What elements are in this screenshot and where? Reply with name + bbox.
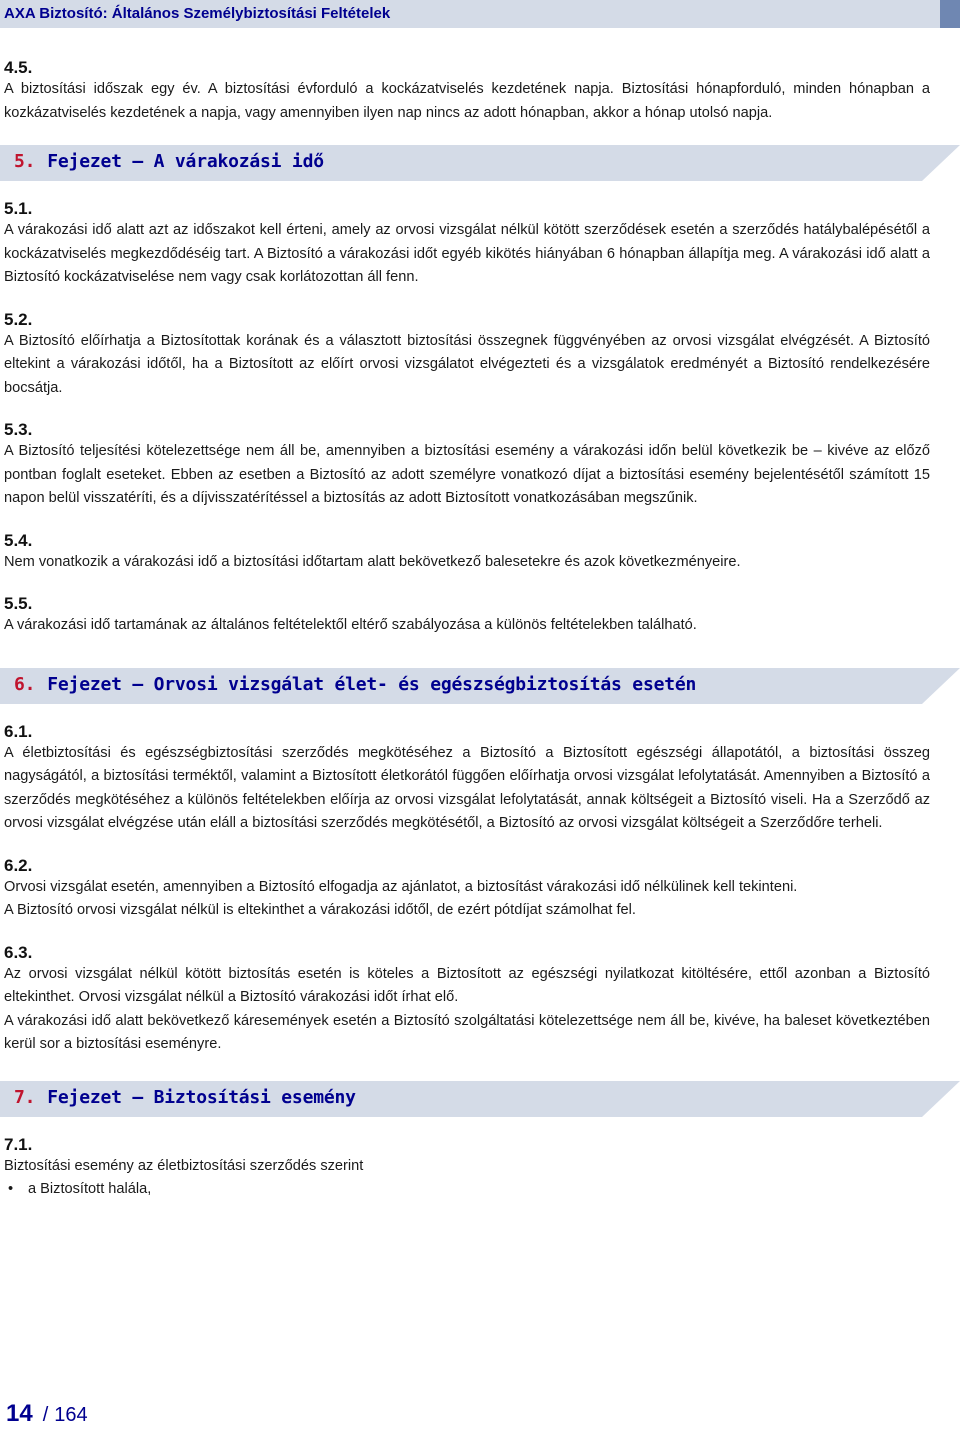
header-brand: AXA Biztosító:	[4, 5, 112, 22]
section-text-1: Orvosi vizsgálat esetén, amennyiben a Biztosító elfogadja az ajánlatot, a biztosítást várakozási idő nélkülinek kell tekinteni.	[4, 878, 798, 895]
page-header	[0, 0, 960, 28]
section-text: A életbiztosítási és egészségbiztosítási szerződés megkötéséhez a Biztosító a Biztosított egészségi állapotától, a biztosítási összeg nagyságától, a biztosítási terméktől, valamint a Biztosított életkorától függően előírhatja orvosi vizsgálat lefolytatását. Amennyiben a Biztosító a szerződés megkötéséhez a különös feltételekben előírja az orvosi vizsgálat lefolytatását, annak költségeit a Biztosító viseli. Ha a Szerződő az orvosi vizsgálat elvégzése után eláll a biztosítási szerződés megkötésétől, a Biztosító az orvosi vizsgálat költségeit a Szerződőre terheli.	[4, 744, 930, 831]
section-number: 5.5.	[4, 594, 33, 613]
section-number: 6.3.	[4, 942, 33, 962]
section-text: A Biztosító teljesítési kötelezettsége nem áll be, amennyiben a biztosítási esemény a várakozási időn belül következik be – kivéve az előző pontban foglalt eseteket. Ebben az esetben a Biztosító az adott személyre vonatkozó díjat a biztosítási esemény bejelentésétől számított 15 napon belül visszatéríti, és a díjvisszatérítéssel a biztosítás az adott Biztosított vonatkozásában megszűnik.	[4, 443, 930, 506]
section-number: 5.1.	[4, 199, 33, 218]
bullet-icon: •	[8, 1181, 14, 1197]
chapter-5-heading	[0, 145, 960, 181]
section-6-1	[4, 722, 930, 836]
document-body	[4, 58, 930, 1222]
chapter-6-heading	[0, 668, 960, 704]
chapter-name: Fejezet – Orvosi vizsgálat élet- és egészségbiztosítás esetén	[47, 673, 697, 695]
section-number: 5.2.	[4, 309, 33, 329]
chapter-title	[14, 151, 324, 172]
section-7-1	[4, 1135, 930, 1202]
page-footer	[6, 1400, 88, 1428]
section-text: Nem vonatkozik a várakozási idő a biztosítási időtartam alatt bekövetkező balesetekre és azok következményeire.	[4, 553, 741, 570]
section-text: Biztosítási esemény az életbiztosítási szerződés szerint	[4, 1157, 364, 1174]
section-5-2	[4, 310, 930, 401]
chapter-7-heading	[0, 1081, 960, 1117]
section-number: 6.2.	[4, 855, 33, 875]
section-number: 4.5.	[4, 58, 33, 77]
section-5-3	[4, 420, 930, 511]
header-title	[4, 5, 390, 22]
list-item	[4, 1178, 930, 1202]
section-5-4	[4, 531, 930, 575]
list-item-text: a Biztosított halála,	[28, 1181, 152, 1197]
section-4-5	[4, 58, 930, 125]
section-5-1	[4, 199, 930, 290]
section-6-3	[4, 943, 930, 1057]
chapter-name: Fejezet – A várakozási idő	[47, 151, 324, 172]
page-number: 14	[6, 1400, 33, 1427]
section-text-2: A várakozási idő alatt bekövetkező káresemények esetén a Biztosító szolgáltatási kötelezettsége nem áll be, kivéve, ha baleset következtében kerül sor a biztosítási eseményre.	[4, 1012, 930, 1052]
section-number: 7.1.	[4, 1134, 33, 1154]
section-number: 6.1.	[4, 721, 33, 741]
chapter-number: 7.	[14, 1086, 36, 1108]
chapter-number: 6.	[14, 673, 36, 695]
section-text: A Biztosító előírhatja a Biztosítottak korának és a választott biztosítási összegnek függvényében az orvosi vizsgálat elvégzését. A Biztosító eltekint a várakozási időtől, ha a Biztosított az előírt orvosi vizsgálatot elvégezteti és a vizsgálatok eredményét a Biztosító rendelkezésére bocsátja.	[4, 332, 930, 396]
section-text: A várakozási idő alatt azt az időszakot kell érteni, amely az orvosi vizsgálat nélkül kötött szerződések esetén a szerződés hatálybalépésétől a kockázatviselés megkezdődéséig tart. A Biztosító a várakozási időt egyéb kikötés hiányában 6 hónapban állapítja meg. A várakozási idő alatt a Biztosító kockázatviselése nem vagy csak korlátozottan áll fenn.	[4, 222, 930, 285]
section-text: A biztosítási időszak egy év. A biztosítási évforduló a kockázatviselés kezdetének napja. Biztosítási hónapforduló, minden hónapban a kozkázatviselés kezdetének a napja, vagy amennyiben ilyen nap nincs az adott hónapban, akkor a hónap utolsó napja.	[4, 81, 930, 121]
header-doc-title: Általános Személybiztosítási Feltételek	[111, 5, 391, 22]
chapter-title	[14, 674, 696, 695]
page-total: 164	[54, 1404, 88, 1426]
section-text: A várakozási idő tartamának az általános feltételektől eltérő szabályozása a különös feltételekben található.	[4, 617, 697, 633]
chapter-name: Fejezet – Biztosítási esemény	[47, 1086, 356, 1108]
page-separator: /	[42, 1404, 49, 1426]
section-number: 5.3.	[4, 420, 33, 439]
header-band-cap	[940, 0, 960, 28]
section-5-5	[4, 594, 930, 638]
section-text-1: Az orvosi vizsgálat nélkül kötött biztosítás esetén is köteles a Biztosított az egészségi nyilatkozat kitöltésére, ettől azonban a Biztosító eltekinthet. Orvosi vizsgálat nélkül a Biztosító várakozási időt írhat elő.	[4, 965, 930, 1005]
section-text-2: A Biztosító orvosi vizsgálat nélkül is eltekinthet a várakozási időtől, de ezért pótdíjat számolhat fel.	[4, 902, 636, 918]
section-number: 5.4.	[4, 530, 33, 550]
section-6-2	[4, 856, 930, 923]
chapter-title	[14, 1087, 356, 1108]
chapter-number: 5.	[14, 151, 36, 172]
